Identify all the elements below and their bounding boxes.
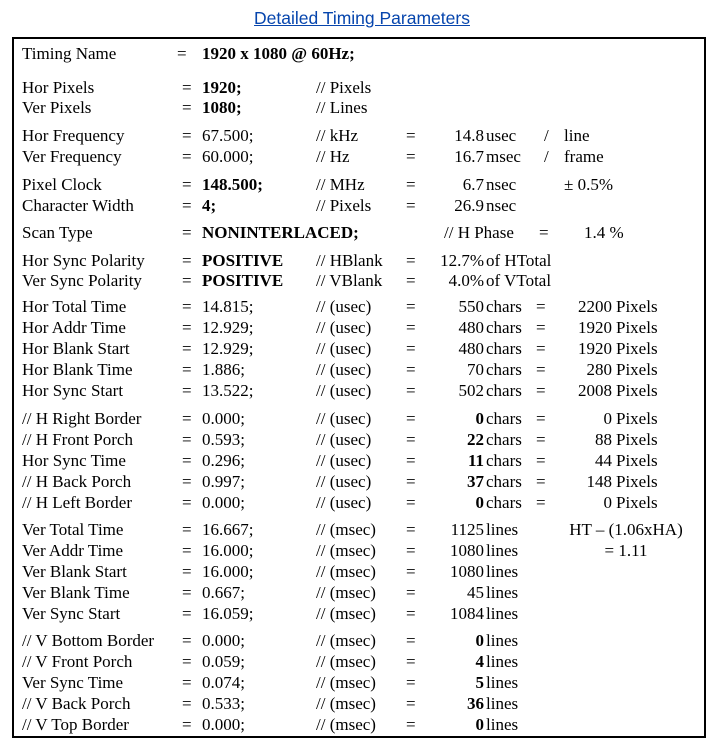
row-value: 148.500; [202, 175, 263, 194]
row-equals-3: = [536, 493, 546, 512]
row-pixels: 0 [603, 493, 612, 512]
row-number: 480 [458, 318, 484, 337]
row-number: 480 [458, 339, 484, 358]
row-number-unit: lines [486, 604, 519, 623]
row-label: // H Front Porch [22, 430, 133, 449]
row-value: 0.997; [202, 472, 245, 491]
row-number-unit: chars [486, 430, 522, 449]
row-equals-2: = [406, 251, 416, 270]
row-number-unit: lines [486, 562, 519, 581]
row-equals-2: = [406, 493, 416, 512]
row-equals-3: = [536, 297, 546, 316]
row-label: Character Width [22, 196, 134, 215]
row-pixels-unit: Pixels [616, 472, 658, 491]
row-equals: = [182, 541, 192, 560]
row-equals-2: = [406, 541, 416, 560]
row-value: 0.074; [202, 673, 245, 692]
row-number: 1125 [450, 520, 484, 539]
row-value: 16.000; [202, 562, 254, 581]
row-equals-3: = [536, 451, 546, 470]
row-number: 0 [475, 715, 484, 734]
row-value: 0.533; [202, 694, 245, 713]
row-number-unit: of VTotal [486, 271, 552, 290]
row-equals-2: = [406, 381, 416, 400]
row-unit: // (usec) [316, 472, 372, 491]
row-label: // V Top Border [22, 715, 129, 734]
row-number-unit: lines [486, 694, 519, 713]
row-value: 13.522; [202, 381, 254, 400]
row-value: 16.667; [202, 520, 254, 539]
row-equals: = [182, 126, 192, 145]
h-phase-label: // H Phase [444, 223, 514, 242]
timing-table [12, 37, 706, 738]
timing-name-eq: = [177, 44, 187, 63]
row-label: Ver Blank Time [22, 583, 130, 602]
row-equals-3: = [536, 409, 546, 428]
row-number: 11 [467, 451, 484, 470]
row-value: 0.059; [202, 652, 245, 671]
row-value: 67.500; [202, 126, 254, 145]
row-value: NONINTERLACED; [202, 223, 359, 242]
row-unit: // (msec) [316, 520, 376, 539]
row-number: 502 [458, 381, 484, 400]
row-equals-2: = [406, 147, 416, 166]
row-number-unit: lines [486, 673, 519, 692]
row-note: HT – (1.06xHA) [569, 520, 683, 539]
row-pixels-unit: Pixels [616, 360, 658, 379]
row-equals: = [182, 562, 192, 581]
row-equals: = [182, 451, 192, 470]
row-number-unit: lines [486, 583, 519, 602]
row-label: // H Back Porch [22, 472, 132, 491]
row-equals-2: = [406, 297, 416, 316]
row-unit: // MHz [316, 175, 365, 194]
row-equals: = [182, 297, 192, 316]
row-number-unit: lines [486, 520, 519, 539]
row-equals: = [182, 583, 192, 602]
row-equals-2: = [406, 715, 416, 734]
row-slash: / [544, 147, 549, 166]
row-unit: // Pixels [316, 196, 372, 215]
row-equals-2: = [406, 472, 416, 491]
row-number-unit: of HTotal [486, 251, 552, 270]
row-equals-3: = [536, 339, 546, 358]
row-equals: = [182, 251, 192, 270]
row-equals-2: = [406, 126, 416, 145]
row-unit: // Lines [316, 98, 368, 117]
row-value: 1080; [202, 98, 242, 117]
row-pixels: 44 [595, 451, 612, 470]
row-label: Hor Sync Polarity [22, 251, 145, 270]
row-number: 4.0% [448, 271, 484, 290]
row-value: 12.929; [202, 339, 254, 358]
row-number: 22 [467, 430, 484, 449]
row-equals-2: = [406, 271, 416, 290]
row-number-unit: chars [486, 381, 522, 400]
row-value: 0.593; [202, 430, 245, 449]
row-value: 12.929; [202, 318, 254, 337]
row-number-unit: usec [486, 126, 517, 145]
row-label: Scan Type [22, 223, 93, 242]
row-equals: = [182, 271, 192, 290]
row-unit: // (usec) [316, 451, 372, 470]
row-label: Ver Total Time [22, 520, 124, 539]
row-label: Ver Sync Polarity [22, 271, 142, 290]
row-label: Pixel Clock [22, 175, 102, 194]
row-equals-2: = [406, 360, 416, 379]
timing-name-label: Timing Name [22, 44, 117, 63]
row-number: 0 [475, 493, 484, 512]
row-unit: // (msec) [316, 694, 376, 713]
row-label: Hor Frequency [22, 126, 125, 145]
row-value: 0.667; [202, 583, 245, 602]
row-equals-3: = [536, 472, 546, 491]
row-unit: // (msec) [316, 604, 376, 623]
row-label: Hor Sync Start [22, 381, 124, 400]
row-number: 26.9 [454, 196, 484, 215]
row-number-unit: chars [486, 318, 522, 337]
row-number: 5 [475, 673, 484, 692]
row-unit: // kHz [316, 126, 359, 145]
row-value: 1.886; [202, 360, 245, 379]
row-number: 14.8 [454, 126, 484, 145]
row-equals: = [182, 175, 192, 194]
row-value: 0.000; [202, 631, 245, 650]
row-label: // V Back Porch [22, 694, 131, 713]
row-equals: = [182, 604, 192, 623]
row-equals: = [182, 409, 192, 428]
row-equals: = [182, 715, 192, 734]
row-unit: // (msec) [316, 562, 376, 581]
row-unit: // (usec) [316, 430, 372, 449]
row-number: 4 [475, 652, 484, 671]
row-unit: // (usec) [316, 318, 372, 337]
row-number: 0 [475, 409, 484, 428]
row-label: // V Bottom Border [22, 631, 155, 650]
row-label: // H Right Border [22, 409, 142, 428]
row-equals-2: = [406, 583, 416, 602]
row-number: 70 [467, 360, 484, 379]
row-value: 0.000; [202, 493, 245, 512]
row-number: 37 [467, 472, 484, 491]
row-number-unit: lines [486, 541, 519, 560]
row-label: Ver Addr Time [22, 541, 124, 560]
row-label: Hor Pixels [22, 78, 95, 97]
row-equals-2: = [406, 430, 416, 449]
row-equals-2: = [406, 196, 416, 215]
row-number-unit: nsec [486, 196, 517, 215]
row-label: Ver Frequency [22, 147, 122, 166]
row-value: 1920; [202, 78, 242, 97]
row-label: Hor Addr Time [22, 318, 126, 337]
page-title-link[interactable]: Detailed Timing Parameters [254, 8, 470, 28]
row-equals-3: = [536, 430, 546, 449]
row-slash: / [544, 126, 549, 145]
row-equals-2: = [406, 673, 416, 692]
row-equals: = [182, 520, 192, 539]
row-unit: // (msec) [316, 652, 376, 671]
row-pixels-unit: Pixels [616, 297, 658, 316]
row-value: 4; [202, 196, 217, 215]
row-pixels-unit: Pixels [616, 339, 658, 358]
row-pixels-unit: Pixels [616, 381, 658, 400]
row-equals: = [182, 98, 192, 117]
row-pixels-unit: Pixels [616, 318, 658, 337]
row-equals: = [182, 360, 192, 379]
row-equals-2: = [406, 175, 416, 194]
row-number-unit: lines [486, 652, 519, 671]
row-number: 45 [467, 583, 484, 602]
row-unit: // (usec) [316, 493, 372, 512]
timing-name-value: 1920 x 1080 @ 60Hz; [202, 44, 355, 63]
row-number-unit: chars [486, 472, 522, 491]
row-equals: = [182, 223, 192, 242]
row-label: Ver Sync Time [22, 673, 124, 692]
row-value: 0.000; [202, 715, 245, 734]
row-label: Hor Blank Time [22, 360, 133, 379]
row-pixels: 1920 [578, 318, 612, 337]
row-label: // V Front Porch [22, 652, 133, 671]
row-equals-2: = [406, 631, 416, 650]
row-equals: = [182, 147, 192, 166]
row-equals-3: = [536, 360, 546, 379]
row-number: 1080 [450, 562, 484, 581]
row-equals-2: = [406, 520, 416, 539]
row-unit: // (usec) [316, 339, 372, 358]
row-label: Ver Pixels [22, 98, 92, 117]
row-equals-2: = [406, 339, 416, 358]
row-equals: = [182, 196, 192, 215]
row-equals-2: = [406, 451, 416, 470]
row-equals: = [182, 472, 192, 491]
row-pixels: 2008 [578, 381, 612, 400]
row-number-unit: chars [486, 451, 522, 470]
row-equals-2: = [406, 318, 416, 337]
row-equals: = [182, 339, 192, 358]
row-pixels-unit: Pixels [616, 493, 658, 512]
row-unit: // (usec) [316, 360, 372, 379]
row-unit: // (msec) [316, 631, 376, 650]
row-number: 1084 [450, 604, 484, 623]
row-unit: // (msec) [316, 583, 376, 602]
row-value: 14.815; [202, 297, 254, 316]
row-equals: = [182, 318, 192, 337]
row-equals-3: = [536, 381, 546, 400]
row-label: Hor Sync Time [22, 451, 126, 470]
row-label: Hor Total Time [22, 297, 127, 316]
row-equals: = [182, 381, 192, 400]
row-number: 1080 [450, 541, 484, 560]
row-pixels: 0 [603, 409, 612, 428]
row-value: 0.000; [202, 409, 245, 428]
row-value: 60.000; [202, 147, 254, 166]
row-number: 6.7 [462, 175, 484, 194]
row-value: 16.000; [202, 541, 254, 560]
row-equals: = [182, 673, 192, 692]
row-value: 16.059; [202, 604, 254, 623]
row-pixels: 88 [595, 430, 612, 449]
row-equals: = [182, 652, 192, 671]
row-number-unit: chars [486, 339, 522, 358]
row-equals-2: = [406, 604, 416, 623]
row-equals-2: = [406, 562, 416, 581]
row-number-unit: chars [486, 493, 522, 512]
row-pixels: 2200 [578, 297, 612, 316]
row-equals: = [182, 430, 192, 449]
row-unit: // (usec) [316, 297, 372, 316]
row-number-unit: nsec [486, 175, 517, 194]
row-number: 12.7% [440, 251, 484, 270]
row-equals-2: = [406, 694, 416, 713]
row-number-unit: chars [486, 360, 522, 379]
row-pixels-unit: Pixels [616, 409, 658, 428]
row-label: Ver Blank Start [22, 562, 127, 581]
row-number-unit: msec [486, 147, 521, 166]
row-label: // H Left Border [22, 493, 132, 512]
row-number-unit: chars [486, 409, 522, 428]
row-value: POSITIVE [202, 251, 284, 270]
row-unit: // VBlank [316, 271, 383, 290]
row-extra: frame [564, 147, 604, 166]
row-pixels: 280 [586, 360, 612, 379]
row-equals: = [182, 694, 192, 713]
row-extra: line [564, 126, 590, 145]
h-phase-value: 1.4 % [584, 223, 624, 242]
row-equals: = [182, 78, 192, 97]
row-pixels: 1920 [578, 339, 612, 358]
row-equals-2: = [406, 409, 416, 428]
row-number: 36 [467, 694, 484, 713]
row-pixels-unit: Pixels [616, 451, 658, 470]
row-unit: // (msec) [316, 715, 376, 734]
row-pixels-unit: Pixels [616, 430, 658, 449]
row-unit: // (usec) [316, 381, 372, 400]
row-number: 0 [475, 631, 484, 650]
row-number-unit: lines [486, 631, 519, 650]
row-label: Hor Blank Start [22, 339, 130, 358]
row-pixels: 148 [586, 472, 612, 491]
row-equals-2: = [406, 652, 416, 671]
row-unit: // Pixels [316, 78, 372, 97]
row-unit: // (msec) [316, 541, 376, 560]
row-extra: ± 0.5% [564, 175, 613, 194]
row-value: POSITIVE [202, 271, 284, 290]
row-number-unit: lines [486, 715, 519, 734]
row-unit: // Hz [316, 147, 350, 166]
row-number: 550 [458, 297, 484, 316]
row-equals: = [182, 631, 192, 650]
row-equals: = [182, 493, 192, 512]
row-equals-3: = [536, 318, 546, 337]
row-unit: // HBlank [316, 251, 383, 270]
row-number: 16.7 [454, 147, 484, 166]
row-unit: // (usec) [316, 409, 372, 428]
row-label: Ver Sync Start [22, 604, 121, 623]
row-note: = 1.11 [604, 541, 648, 560]
row-value: 0.296; [202, 451, 245, 470]
row-number-unit: chars [486, 297, 522, 316]
row-unit: // (msec) [316, 673, 376, 692]
h-phase-equals: = [539, 223, 549, 242]
